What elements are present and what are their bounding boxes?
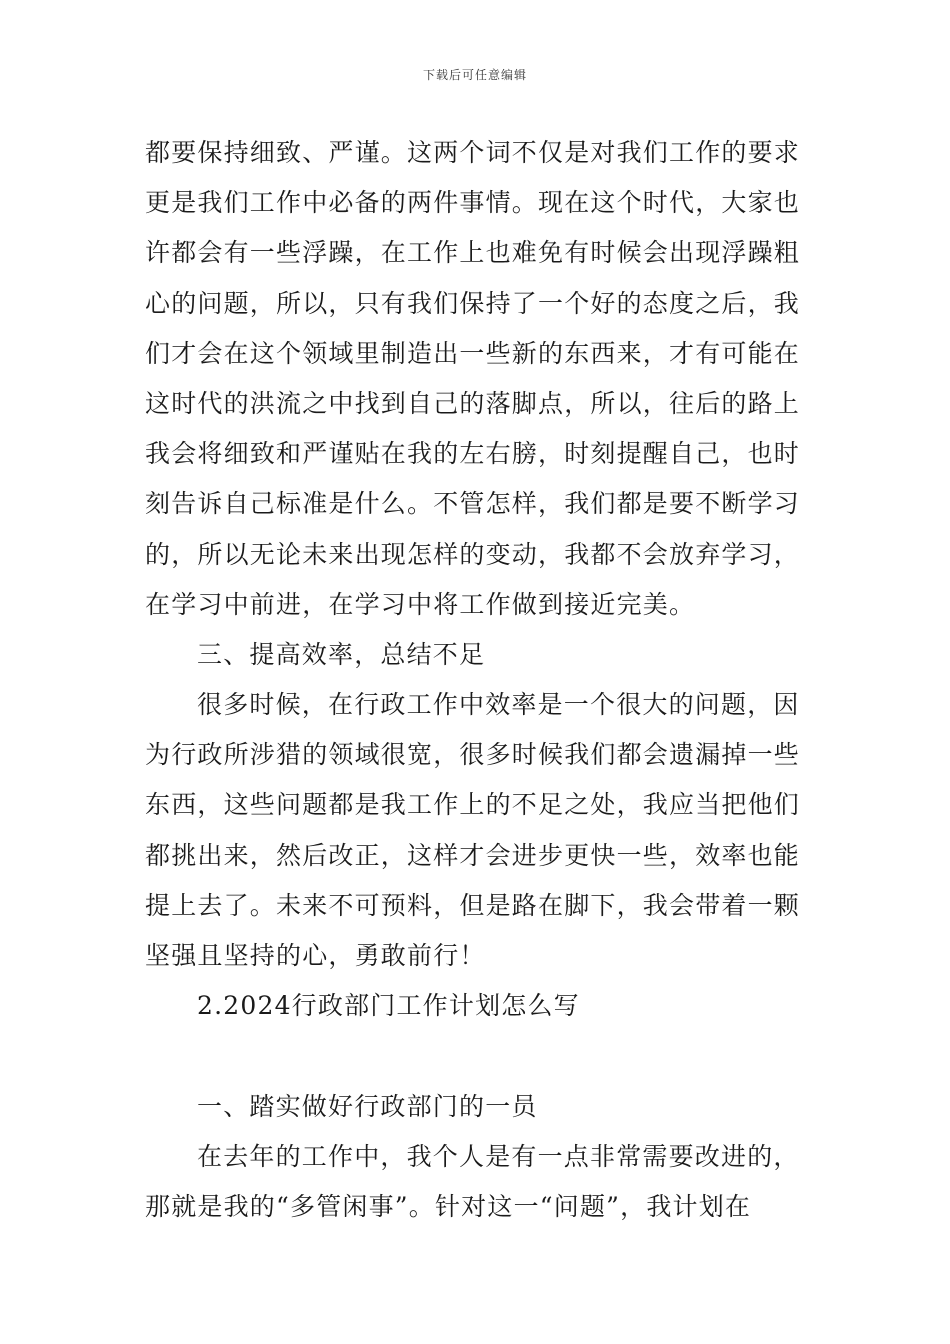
text-line: 都要保持细致、严谨。这两个词不仅是对我们工作的要求 [145,138,801,167]
article-title: 2.2024行政部门工作计划怎么写 [197,991,580,1021]
paragraph-first-line: 很多时候，在行政工作中效率是一个很大的问题，因 [197,690,800,720]
blank-line [145,1031,810,1081]
text-line: 心的问题，所以，只有我们保持了一个好的态度之后，我 [145,288,801,318]
section-heading: 三、提高效率，总结不足 [197,639,486,669]
text-line: 刻告诉自己标准是什么。不管怎样，我们都是要不断学习 [145,489,801,519]
section-heading: 一、踏实做好行政部门的一员 [197,1091,538,1121]
text-line: 坚强且坚持的心，勇敢前行！ [145,941,486,970]
text-line: 这时代的洪流之中找到自己的落脚点，所以，往后的路上 [145,388,801,418]
text-line: 提上去了。未来不可预料，但是路在脚下，我会带着一颗 [145,890,801,920]
text-line: 更是我们工作中必备的两件事情。现在这个时代，大家也 [145,188,801,218]
text-line: 东西，这些问题都是我工作上的不足之处，我应当把他们 [145,790,801,820]
document-body [145,128,810,1232]
text-line: 我会将细致和严谨贴在我的左右膀，时刻提醒自己，也时 [145,439,801,469]
text-line: 们才会在这个领域里制造出一些新的东西来，才有可能在 [145,338,801,368]
paragraph-first-line: 在去年的工作中，我个人是有一点非常需要改进的， [197,1141,800,1171]
text-line: 在学习中前进，在学习中将工作做到接近完美。 [145,589,696,619]
text-line: 都挑出来，然后改正，这样才会进步更快一些，效率也能 [145,840,801,870]
text-line: 的，所以无论未来出现怎样的变动，我都不会放弃学习， [145,539,801,569]
text-line: 为行政所涉猎的领域很宽，很多时候我们都会遗漏掉一些 [145,740,801,770]
text-line: 那就是我的“多管闲事”。针对这一“问题”，我计划在 [145,1191,752,1221]
page-header: 下载后可任意编辑 [422,68,527,82]
text-line: 许都会有一些浮躁，在工作上也难免有时候会出现浮躁粗 [145,238,801,268]
